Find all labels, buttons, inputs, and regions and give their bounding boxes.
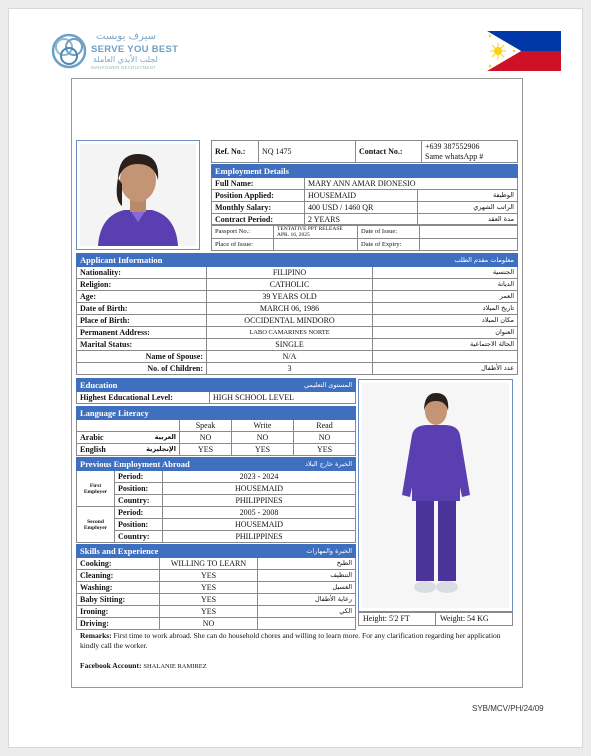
skill-label: Cooking: bbox=[77, 558, 160, 570]
row-value: MARY ANN AMAR DIONESIO bbox=[305, 178, 518, 190]
education-header-en: Education bbox=[80, 379, 118, 390]
row-arabic: مدة العقد bbox=[418, 214, 518, 226]
speak-value: YES bbox=[180, 444, 232, 456]
remarks-text: First time to work abroad. She can do household chores and willing to learn more. For any clarification regarding her application kindly call the worker. bbox=[80, 631, 501, 650]
skill-label: Baby Sitting: bbox=[77, 594, 160, 606]
language-row bbox=[77, 444, 356, 456]
skill-arabic: التنظيف bbox=[258, 570, 356, 582]
previous-header bbox=[77, 458, 356, 471]
row-value: CATHOLIC bbox=[207, 279, 373, 291]
row-value: HOUSEMAID bbox=[305, 190, 418, 202]
applicant-row bbox=[77, 303, 518, 315]
country-value: PHILIPPINES bbox=[163, 531, 356, 543]
employment-table bbox=[211, 164, 518, 226]
row-label: Full Name: bbox=[212, 178, 305, 190]
language-en: Arabic bbox=[80, 433, 104, 442]
applicant-row bbox=[77, 363, 518, 375]
portrait-photo bbox=[76, 140, 200, 250]
skill-row bbox=[77, 558, 356, 570]
language-en: English bbox=[80, 445, 106, 454]
contact-number: +639 387552906 bbox=[425, 141, 480, 151]
row-value: 2 YEARS bbox=[305, 214, 418, 226]
language-row bbox=[77, 432, 356, 444]
full-body-photo bbox=[358, 379, 513, 612]
row-label: Monthly Salary: bbox=[212, 202, 305, 214]
applicant-header bbox=[77, 254, 518, 267]
period-value: 2023 - 2024 bbox=[163, 471, 356, 483]
education-value: HIGH SCHOOL LEVEL bbox=[210, 392, 356, 404]
row-value: 39 YEARS OLD bbox=[207, 291, 373, 303]
row-label: Date of Birth: bbox=[77, 303, 207, 315]
previous-header-en: Previous Employment Abroad bbox=[80, 458, 190, 469]
skills-header bbox=[77, 545, 356, 558]
speak-value: NO bbox=[180, 432, 232, 444]
row-label: Religion: bbox=[77, 279, 207, 291]
employment-header: Employment Details bbox=[212, 165, 518, 178]
full-body-image bbox=[362, 383, 509, 608]
skill-row bbox=[77, 606, 356, 618]
skill-value: YES bbox=[160, 606, 258, 618]
row-label: Position Applied: bbox=[212, 190, 305, 202]
language-ar: العربية bbox=[154, 433, 176, 441]
row-value: N/A bbox=[207, 351, 373, 363]
write-value: NO bbox=[232, 432, 294, 444]
education-table bbox=[76, 378, 356, 404]
remarks bbox=[80, 631, 510, 651]
row-arabic: الوظيفة bbox=[418, 190, 518, 202]
date-of-issue-value bbox=[420, 225, 518, 239]
country-label: Country: bbox=[115, 495, 163, 507]
row-arabic: الجنسية bbox=[373, 267, 518, 279]
period-label: Period: bbox=[115, 471, 163, 483]
skills-header-en: Skills and Experience bbox=[80, 545, 159, 556]
row-value: 400 USD / 1460 QR bbox=[305, 202, 418, 214]
logo-arabic-name: سيرف يوبست bbox=[96, 31, 156, 42]
row-arabic: الراتب الشهري bbox=[418, 202, 518, 214]
portrait-image bbox=[80, 144, 196, 246]
applicant-row bbox=[77, 327, 518, 339]
skill-label: Ironing: bbox=[77, 606, 160, 618]
logo-english-name: SERVE YOU BEST bbox=[91, 44, 179, 55]
facebook-value: SHALANIE RAMIREZ bbox=[143, 663, 207, 670]
skill-arabic: رعاية الأطفال bbox=[258, 594, 356, 606]
applicant-row bbox=[77, 339, 518, 351]
row-label: Age: bbox=[77, 291, 207, 303]
row-value: MARCH 06, 1986 bbox=[207, 303, 373, 315]
skill-arabic: الغسيل bbox=[258, 582, 356, 594]
height-value: Height: 5'2 FT bbox=[363, 614, 410, 623]
column-write: Write bbox=[232, 420, 294, 432]
language-ar: الإنجليزية bbox=[146, 445, 176, 453]
row-label: Nationality: bbox=[77, 267, 207, 279]
language-name bbox=[77, 432, 180, 444]
education-label: Highest Educational Level: bbox=[77, 392, 210, 404]
language-table bbox=[76, 406, 356, 456]
date-of-expiry-label: Date of Expiry: bbox=[358, 239, 420, 251]
skill-value: YES bbox=[160, 582, 258, 594]
skill-arabic: الطبخ bbox=[258, 558, 356, 570]
row-label: Contract Period: bbox=[212, 214, 305, 226]
skill-value: WILLING TO LEARN bbox=[160, 558, 258, 570]
skill-value: YES bbox=[160, 594, 258, 606]
applicant-header-en: Applicant Information bbox=[80, 254, 163, 265]
skills-table bbox=[76, 544, 356, 630]
applicant-table bbox=[76, 253, 518, 375]
previous-employment-table bbox=[76, 457, 356, 543]
measurements bbox=[358, 612, 513, 626]
philippines-flag-icon bbox=[487, 31, 561, 71]
row-arabic: العمر bbox=[373, 291, 518, 303]
contact-value bbox=[422, 141, 518, 163]
row-arabic: مكان الميلاد bbox=[373, 315, 518, 327]
position-value: HOUSEMAID bbox=[163, 483, 356, 495]
employer-name: First Employer bbox=[77, 471, 115, 507]
logo-subtitle: MANPOWER RECRUITMENT bbox=[91, 65, 156, 70]
company-logo bbox=[51, 31, 179, 75]
row-arabic: العنوان bbox=[373, 327, 518, 339]
date-of-issue-label: Date of Issue: bbox=[358, 225, 420, 239]
row-arabic: الحالة الاجتماعية bbox=[373, 339, 518, 351]
education-header bbox=[77, 379, 356, 392]
applicant-header-ar: معلومات مقدم الطلب bbox=[454, 255, 515, 264]
column-read: Read bbox=[294, 420, 356, 432]
knot-logo-icon bbox=[51, 33, 87, 69]
row-value: FILIPINO bbox=[207, 267, 373, 279]
language-corner bbox=[77, 420, 180, 432]
employer-name: Second Employer bbox=[77, 507, 115, 543]
skill-value: NO bbox=[160, 618, 258, 630]
language-name bbox=[77, 444, 180, 456]
country-label: Country: bbox=[115, 531, 163, 543]
applicant-row bbox=[77, 291, 518, 303]
row-value: LABO CAMARINES NORTE bbox=[207, 327, 373, 339]
row-value: OCCIDENTAL MINDORO bbox=[207, 315, 373, 327]
period-label: Period: bbox=[115, 507, 163, 519]
position-value: HOUSEMAID bbox=[163, 519, 356, 531]
skill-label: Washing: bbox=[77, 582, 160, 594]
column-speak: Speak bbox=[180, 420, 232, 432]
document-code: SYB/MCV/PH/24/09 bbox=[472, 704, 544, 713]
row-label: Marital Status: bbox=[77, 339, 207, 351]
row-label: Name of Spouse: bbox=[77, 351, 207, 363]
passport-value: TENTATIVE PPT RELEASE APR. 16, 2025 bbox=[274, 225, 358, 239]
row-arabic: تاريخ الميلاد bbox=[373, 303, 518, 315]
date-of-expiry-value bbox=[420, 239, 518, 251]
remarks-label: Remarks: bbox=[80, 631, 112, 640]
employment-row bbox=[212, 178, 518, 190]
row-value: SINGLE bbox=[207, 339, 373, 351]
row-arabic: الديانة bbox=[373, 279, 518, 291]
ref-value: NQ 1475 bbox=[259, 141, 356, 163]
contact-label: Contact No.: bbox=[356, 141, 422, 163]
row-label: No. of Children: bbox=[77, 363, 207, 375]
weight-value: Weight: 54 KG bbox=[435, 613, 512, 625]
row-arabic: عدد الأطفال bbox=[373, 363, 518, 375]
applicant-row bbox=[77, 351, 518, 363]
employment-row bbox=[212, 190, 518, 202]
skill-row bbox=[77, 570, 356, 582]
passport-label: Passport No.: bbox=[212, 225, 274, 239]
language-header: Language Literacy bbox=[77, 407, 356, 420]
skill-row bbox=[77, 582, 356, 594]
employment-row bbox=[212, 202, 518, 214]
place-of-issue-label: Place of Issue: bbox=[212, 239, 274, 251]
read-value: NO bbox=[294, 432, 356, 444]
contact-note: Same whatsApp # bbox=[425, 151, 484, 161]
passport-table bbox=[211, 224, 518, 251]
previous-header-ar: الخبرة خارج البلاد bbox=[305, 459, 353, 468]
logo-arabic-tagline: لجلب الأيدي العاملة bbox=[93, 55, 158, 64]
row-arabic bbox=[373, 351, 518, 363]
row-label: Place of Birth: bbox=[77, 315, 207, 327]
skill-label: Cleaning: bbox=[77, 570, 160, 582]
position-label: Position: bbox=[115, 483, 163, 495]
row-value: 3 bbox=[207, 363, 373, 375]
skill-arabic bbox=[258, 618, 356, 630]
applicant-row bbox=[77, 267, 518, 279]
write-value: YES bbox=[232, 444, 294, 456]
place-of-issue-value bbox=[274, 239, 358, 251]
ref-contact-table bbox=[211, 140, 518, 163]
skills-header-ar: الخبرة والمهارات bbox=[306, 546, 353, 555]
skill-value: YES bbox=[160, 570, 258, 582]
period-value: 2005 - 2008 bbox=[163, 507, 356, 519]
ref-label: Ref. No.: bbox=[212, 141, 259, 163]
read-value: YES bbox=[294, 444, 356, 456]
skill-label: Driving: bbox=[77, 618, 160, 630]
skill-row bbox=[77, 618, 356, 630]
applicant-row bbox=[77, 315, 518, 327]
education-header-ar: المستوى التعليمي bbox=[304, 380, 353, 389]
applicant-row bbox=[77, 279, 518, 291]
skill-row bbox=[77, 594, 356, 606]
facebook-label: Facebook Account: bbox=[80, 661, 142, 670]
country-value: PHILIPPINES bbox=[163, 495, 356, 507]
facebook-account bbox=[80, 661, 207, 670]
position-label: Position: bbox=[115, 519, 163, 531]
skill-arabic: الكي bbox=[258, 606, 356, 618]
row-label: Permanent Address: bbox=[77, 327, 207, 339]
